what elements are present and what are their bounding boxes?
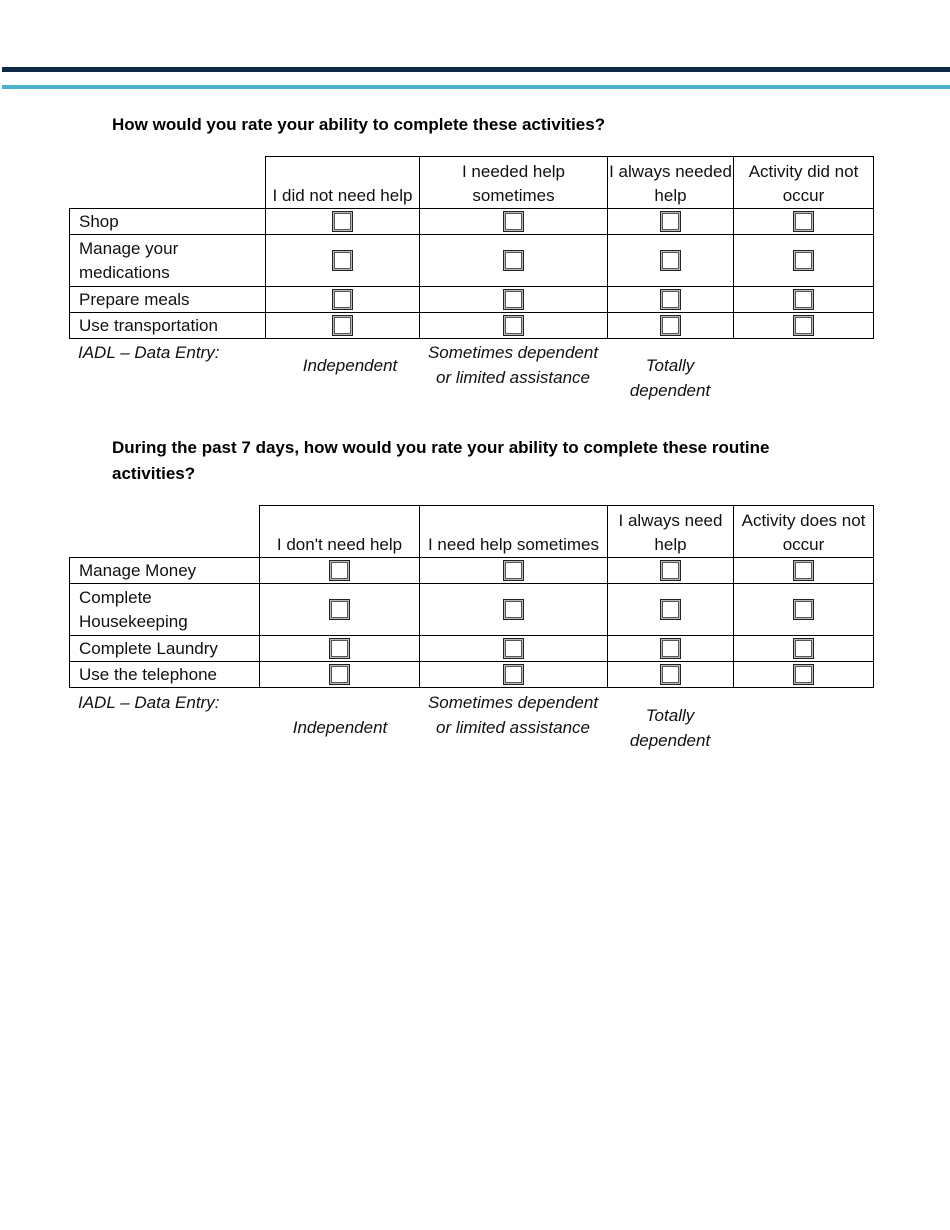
row-label: Complete Housekeeping: [70, 584, 260, 636]
column-header: I need help sometimes: [420, 506, 608, 558]
checkbox[interactable]: [793, 289, 814, 310]
checkbox[interactable]: [660, 211, 681, 232]
checkbox[interactable]: [503, 289, 524, 310]
checkbox[interactable]: [332, 250, 353, 271]
checkbox[interactable]: [793, 599, 814, 620]
row-label: Complete Laundry: [70, 636, 260, 662]
checkbox[interactable]: [660, 599, 681, 620]
checkbox[interactable]: [503, 211, 524, 232]
question-2: During the past 7 days, how would you rate your ability to complete these routine activities?: [112, 438, 770, 483]
data-entry-title: IADL – Data Entry:: [78, 693, 220, 712]
column-header: I did not need help: [266, 157, 420, 209]
data-entry-independent: Independent: [292, 718, 388, 737]
checkbox[interactable]: [660, 664, 681, 685]
row-label: Manage your medications: [70, 235, 266, 287]
checkbox[interactable]: [332, 315, 353, 336]
checkbox[interactable]: [793, 211, 814, 232]
checkbox[interactable]: [793, 250, 814, 271]
checkbox[interactable]: [793, 638, 814, 659]
checkbox[interactable]: [503, 599, 524, 620]
column-header: I don't need help: [260, 506, 420, 558]
data-entry-independent: Independent: [302, 356, 398, 375]
checkbox[interactable]: [503, 638, 524, 659]
checkbox[interactable]: [660, 250, 681, 271]
header-blank-cell: [70, 157, 266, 209]
data-entry-totally: Totally dependent: [629, 706, 711, 750]
checkbox[interactable]: [793, 560, 814, 581]
column-header: I always need help: [608, 506, 734, 558]
checkbox[interactable]: [503, 560, 524, 581]
row-label: Use the telephone: [70, 662, 260, 688]
checkbox[interactable]: [329, 599, 350, 620]
column-header: I needed help sometimes: [420, 157, 608, 209]
question-1: How would you rate your ability to complete these activities?: [112, 115, 606, 134]
table-row: [70, 313, 874, 339]
table-row: [70, 636, 874, 662]
checkbox[interactable]: [503, 315, 524, 336]
table-row: [70, 235, 874, 287]
checkbox[interactable]: [329, 664, 350, 685]
column-header: Activity does not occur: [734, 506, 874, 558]
checkbox[interactable]: [660, 638, 681, 659]
data-entry-title: IADL – Data Entry:: [78, 343, 220, 362]
row-label: Use transportation: [70, 313, 266, 339]
checkbox[interactable]: [660, 289, 681, 310]
row-label: Prepare meals: [70, 287, 266, 313]
checkbox[interactable]: [660, 315, 681, 336]
checkbox[interactable]: [793, 315, 814, 336]
table-row: [70, 584, 874, 636]
checkbox[interactable]: [329, 638, 350, 659]
table-row: [70, 558, 874, 584]
checkbox[interactable]: [503, 250, 524, 271]
column-header: I always needed help: [608, 157, 734, 209]
checkbox[interactable]: [332, 289, 353, 310]
data-entry-sometimes: Sometimes dependent or limited assistance: [427, 693, 599, 737]
checkbox[interactable]: [793, 664, 814, 685]
checkbox[interactable]: [329, 560, 350, 581]
table-row: [70, 209, 874, 235]
header-rule-light: [2, 85, 950, 89]
checkbox[interactable]: [503, 664, 524, 685]
header-blank-cell: [70, 506, 260, 558]
activities-table-1: [69, 156, 874, 339]
header-rule-dark: [2, 67, 950, 72]
activities-table-2: [69, 505, 874, 688]
data-entry-totally: Totally dependent: [629, 356, 711, 400]
row-label: Manage Money: [70, 558, 260, 584]
column-header: Activity did not occur: [734, 157, 874, 209]
row-label: Shop: [70, 209, 266, 235]
data-entry-sometimes: Sometimes dependent or limited assistance: [427, 343, 599, 387]
table-row: [70, 287, 874, 313]
table-row: [70, 662, 874, 688]
checkbox[interactable]: [332, 211, 353, 232]
checkbox[interactable]: [660, 560, 681, 581]
